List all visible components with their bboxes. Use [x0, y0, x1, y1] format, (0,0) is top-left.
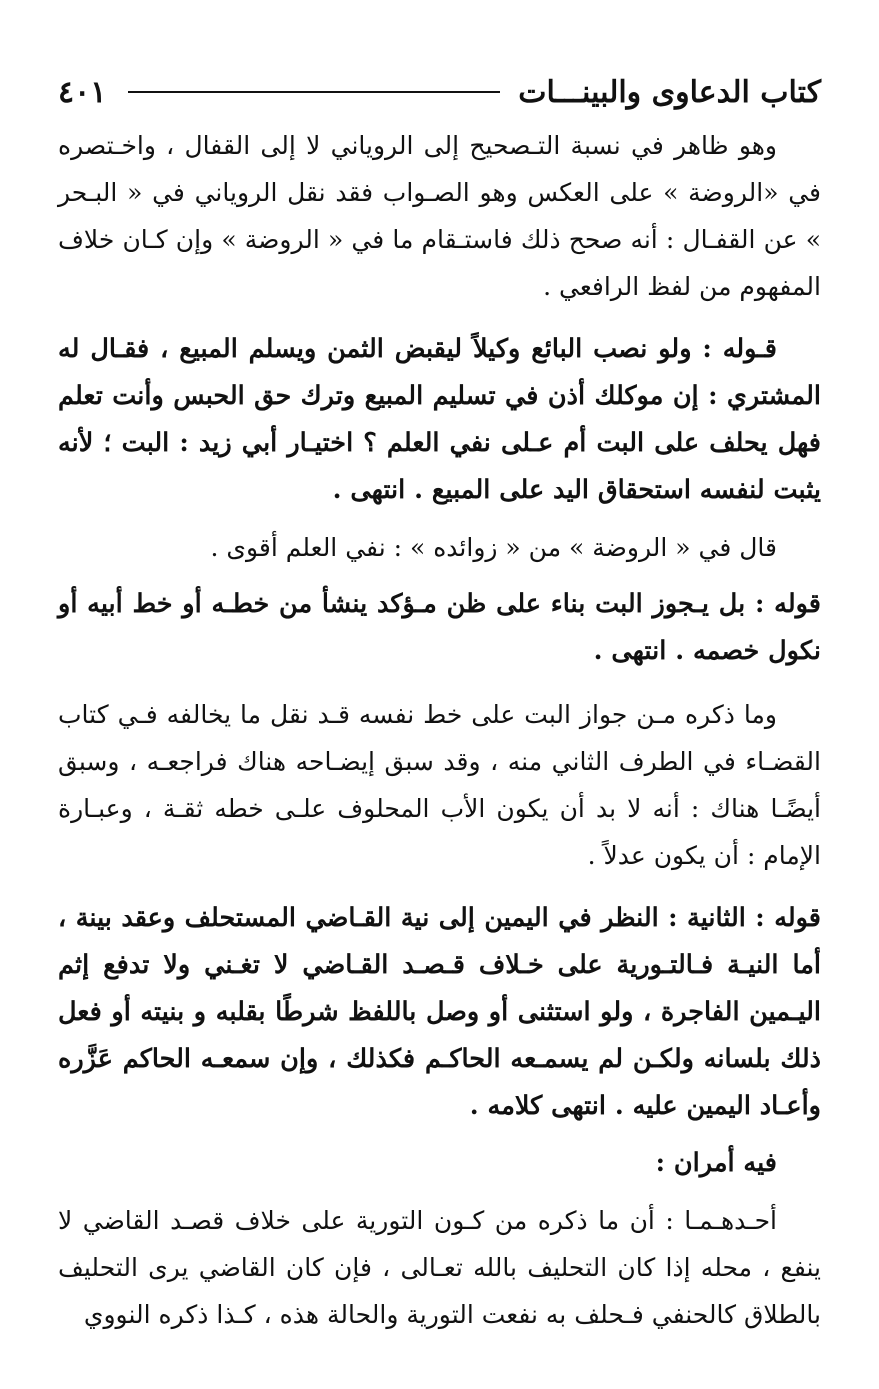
running-header — [58, 62, 821, 122]
paragraph-commentary-3: وما ذكره مـن جواز البت على خط نفسه قـد نقل ما يخالفه فـي كتاب القضـاء في الطرف الثاني منه ، وقد سبق إيضـاحه هناك فراجعـه ، وسبق أيضًـا هناك : أنه لا بد أن يكون الأب المحلوف علـى خطه ثقـة ، وعبـارة الإمام : أن يكون عدلاً . — [58, 700, 821, 870]
header-rule — [128, 91, 500, 93]
paragraph-commentary-4: أحـدهـمـا : أن ما ذكره من كـون التورية على خلاف قصـد القاضي لا ينفع ، محله إذا كان التحليف بالله تعـالى ، فإن كان القاضي يرى التحليف بالطلاق كالحنفي فـحلف به نفعت التورية والحالة هذه ، كـذا ذكره النووي — [58, 1206, 821, 1329]
page-number: ٤٠١ — [58, 74, 107, 110]
paragraph-quote-3: قوله : الثانية : النظر في اليمين إلى نية القـاضي المستحلف وعقد بينة ، أما النيـة فـالتـورية على خـلاف قـصـد القـاضي لا تغـني ولا تدفع إثم اليـمين الفاجرة ، ولو استثنى أو وصل باللفظ شرطًا بقلبه و بنيته أو فعل ذلك بلسانه ولكـن لم يسمـعه الحاكـم فكذلك ، وإن سمعـه الحاكم عَزَّره وأعـاد اليمين عليه . انتهى كلامه . — [58, 903, 821, 1121]
paragraph-commentary-2: قال في « الروضة » من « زوائده » : نفي العلم أقوى . — [210, 533, 777, 562]
section-heading: فيه أمران : — [655, 1148, 777, 1178]
paragraph-commentary-1: وهو ظاهر في نسبة التـصحيح إلى الروياني لا إلى القفال ، واخـتصره في «الروضة » على العكس وهو الصـواب فقد نقل الروياني في « البـحر » عن القفـال : أنه صحح ذلك فاستـقام ما في « الروضة » وإن كـان خلاف المفهوم من لفظ الرافعي . — [58, 131, 821, 301]
paragraph-quote-2: قوله : بل يـجوز البت بناء على ظن مـؤكد ينشأ من خطـه أو خط أبيه أو نكول خصمه . انتهى . — [58, 589, 821, 666]
book-title: كتاب الدعاوى والبينـــات — [518, 74, 821, 110]
paragraph-quote-1: قـوله : ولو نصب البائع وكيلاً ليقبض الثمن ويسلم المبيع ، فقـال له المشتري : إن موكلك أذن في تسليم المبيع وترك حق الحبس وأنت تعلم فهل يحلف على البت أم عـلى نفي العلم ؟ اختيـار أبي زيد : البت ؛ لأنه يثبت لنفسه استحقاق اليد على المبيع . انتهى . — [58, 334, 821, 505]
